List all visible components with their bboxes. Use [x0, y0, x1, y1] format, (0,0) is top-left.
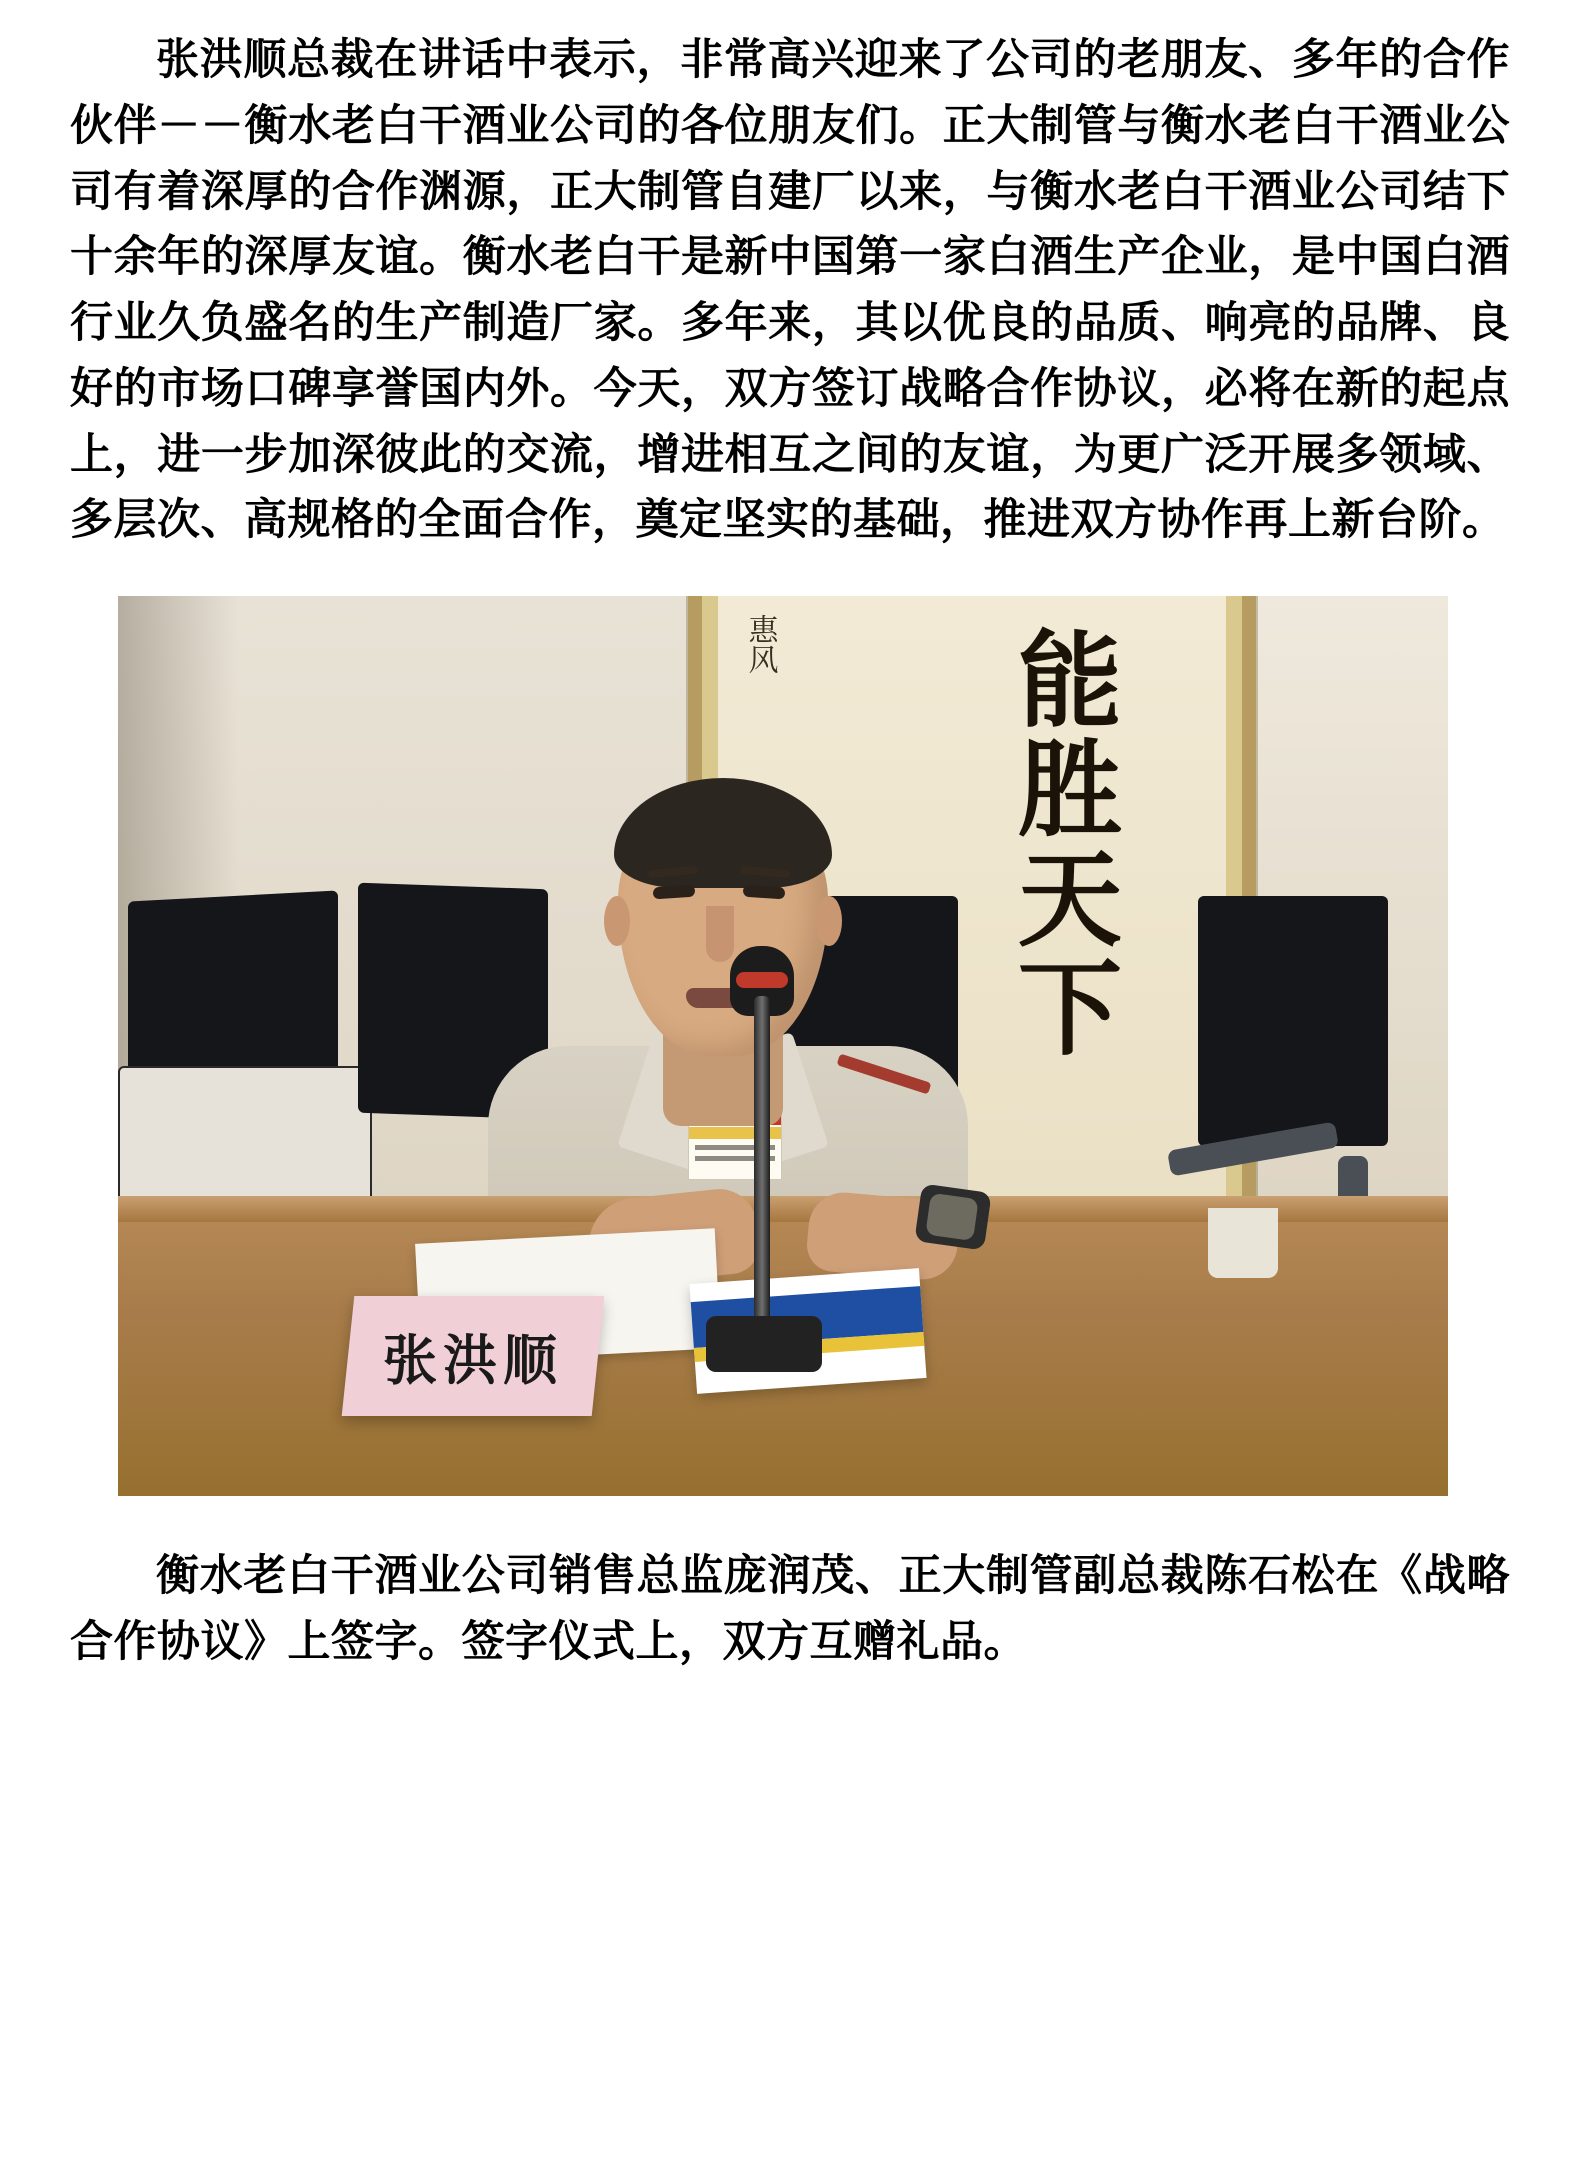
body-paragraph-2: 衡水老白干酒业公司销售总监庞润茂、正大制管副总裁陈石松在《战略合作协议》上签字。签字仪式上，双方互赠礼品。 — [70, 1551, 1510, 1668]
caption-block — [70, 1544, 1510, 1676]
desk-nameplate-text: 张洪顺 — [383, 1327, 563, 1392]
wristwatch — [914, 1184, 991, 1251]
scroll-signature: 惠风 — [742, 614, 778, 675]
photo-figure — [118, 596, 1448, 1496]
scroll-char-2: 胜 — [1017, 728, 1122, 852]
desk-nameplate — [342, 1296, 605, 1416]
microphone-base — [706, 1316, 822, 1372]
watch-face — [925, 1193, 978, 1241]
nose — [706, 906, 734, 962]
ear-right — [816, 896, 842, 946]
hair — [614, 778, 832, 888]
ear-left — [604, 896, 630, 946]
body-paragraph-1: 张洪顺总裁在讲话中表示，非常高兴迎来了公司的老朋友、多年的合作伙伴－－衡水老白干酒业公司的各位朋友们。正大制管与衡水老白干酒业公司有着深厚的合作渊源，正大制管自建厂以来，与衡水老白干酒业公司结下十余年的深厚友谊。衡水老白干是新中国第一家白酒生产企业，是中国白酒行业久负盛名的生产制造厂家。多年来，其以优良的品质、响亮的品牌、良好的市场口碑享誉国内外。今天，双方签订战略合作协议，必将在新的起点上，进一步加深彼此的交流，增进相互之间的友谊，为更广泛开展多领域、多层次、高规格的全面合作，奠定坚实的基础，推进双方协作再上新台阶。 — [70, 35, 1510, 546]
scroll-char-1: 能 — [1017, 619, 1122, 743]
scroll-char-3: 天 — [1017, 837, 1122, 961]
microphone-ring — [736, 972, 788, 988]
office-chair-right — [1198, 896, 1388, 1146]
microphone-stand — [754, 996, 770, 1326]
photo-scene — [118, 596, 1448, 1496]
cup — [1208, 1208, 1278, 1278]
scroll-char-4: 下 — [1017, 946, 1122, 1070]
